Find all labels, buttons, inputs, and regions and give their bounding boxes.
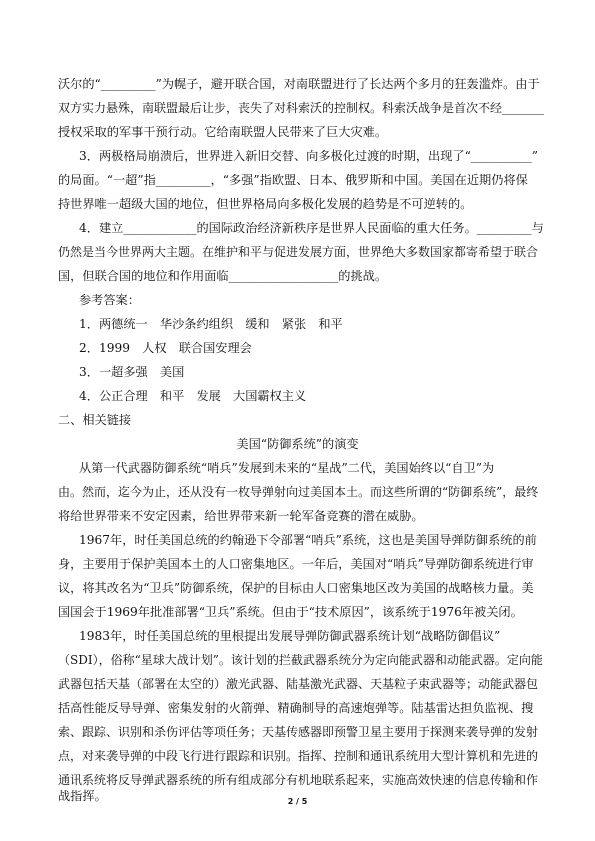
article-line: 索、跟踪、识别和杀伤评估等项任务；天基传感器即预警卫星主要用于探测来袭导弹的发射: [58, 725, 539, 739]
answer-item: 4．公正合理 和平 发展 大国霸权主义: [79, 389, 307, 403]
text-line: 仍然是当今世界两大主题。在维护和平与促进发展方面，世界绝大多数国家都寄希望于联合: [58, 245, 539, 259]
article-line: 括高性能反导导弹、密集发射的火箭弹、精确制导的高速炮弹等。陆基雷达担负监视、搜: [58, 701, 534, 715]
answer-item: 3．一超多强 美国: [79, 365, 185, 379]
article-title: 美国“防御系统”的演变: [236, 437, 359, 451]
answer-item: 2．1999 人权 联合国安理会: [79, 341, 252, 355]
section-heading: 二、相关链接: [58, 413, 132, 427]
article-line: 通讯系统将反导弹武器系统的所有组成部分有机地联系起来，实施高效快速的信息传输和作: [58, 773, 539, 787]
article-line: （SDI），俗称“星球大战计划”。该计划的拦截武器系统分为定向能武器和动能武器。定向能: [58, 653, 543, 667]
article-line: 从第一代武器防御系统“哨兵”发展到未来的“星战”二代，美国始终以“自卫”为: [79, 461, 495, 475]
answer-item: 1．两德统一 华沙条约组织 缓和 紧张 和平: [79, 317, 343, 331]
answer-heading: 参考答案：: [79, 293, 140, 307]
text-line: 的局面。“一超”指_________，“多强”指欧盟、日本、俄罗斯和中国。美国在近期仍将保: [58, 173, 528, 187]
article-line: 将给世界带来不安定因素，给世界带来新一轮军备竞赛的潜在威胁。: [58, 509, 424, 523]
text-line: 国，但联合国的地位和作用面临__________________的挑战。: [58, 269, 388, 283]
text-line: 4．建立____________的国际政治经济新秩序是世界人民面临的重大任务。_________与: [79, 221, 544, 235]
article-line: 战指挥。: [58, 789, 107, 803]
article-line: 身，主要用于保护美国本土的人口密集地区。一年后，美国对“哨兵”导弹防御系统进行审: [58, 557, 534, 571]
article-line: 国国会于1969年批准部署“卫兵”系统。但由于“技术原因”，该系统于1976年被关闭。: [58, 605, 523, 619]
text-line: 3．两极格局崩溃后，世界进入新旧交替、向多极化过渡的时期，出现了“__________”: [79, 149, 538, 163]
text-line: 双方实力悬殊，南联盟最后让步，丧失了对科索沃的控制权。科索沃战争是首次不经_______: [58, 101, 545, 115]
article-line: 武器包括天基（部署在太空的）激光武器、陆基激光武器、天基粒子束武器等；动能武器包: [58, 677, 539, 691]
page-number: 2 / 5: [287, 797, 308, 806]
article-line: 点，对来袭导弹的中段飞行进行跟踪和识别。指挥、控制和通讯系统用大型计算机和先进的: [58, 749, 539, 763]
article-line: 1967年，时任美国总统的约翰逊下令部署“哨兵”系统，这也是美国导弹防御系统的前: [79, 533, 537, 547]
text-line: 沃尔的“_________”为幌子，避开联合国，对南联盟进行了长达两个多月的狂轰滥炸。由于: [58, 77, 540, 91]
text-line: 持世界唯一超级大国的地位，但世界格局向多极化发展的趋势是不可逆转的。: [58, 197, 473, 211]
article-line: 1983年，时任美国总统的里根提出发展导弹防御武器系统计划“战略防御倡议”: [79, 629, 501, 643]
article-line: 由。然而，迄今为止，还从没有一枚导弹射向过美国本土。而这些所谓的“防御系统”，最终: [58, 485, 539, 499]
article-line: 议，将其改名为“卫兵”防御系统，保护的目标由人口密集地区改为美国的战略核力量。美: [58, 581, 534, 595]
text-line: 授权采取的军事干预行动。它给南联盟人民带来了巨大灾难。: [58, 125, 388, 139]
